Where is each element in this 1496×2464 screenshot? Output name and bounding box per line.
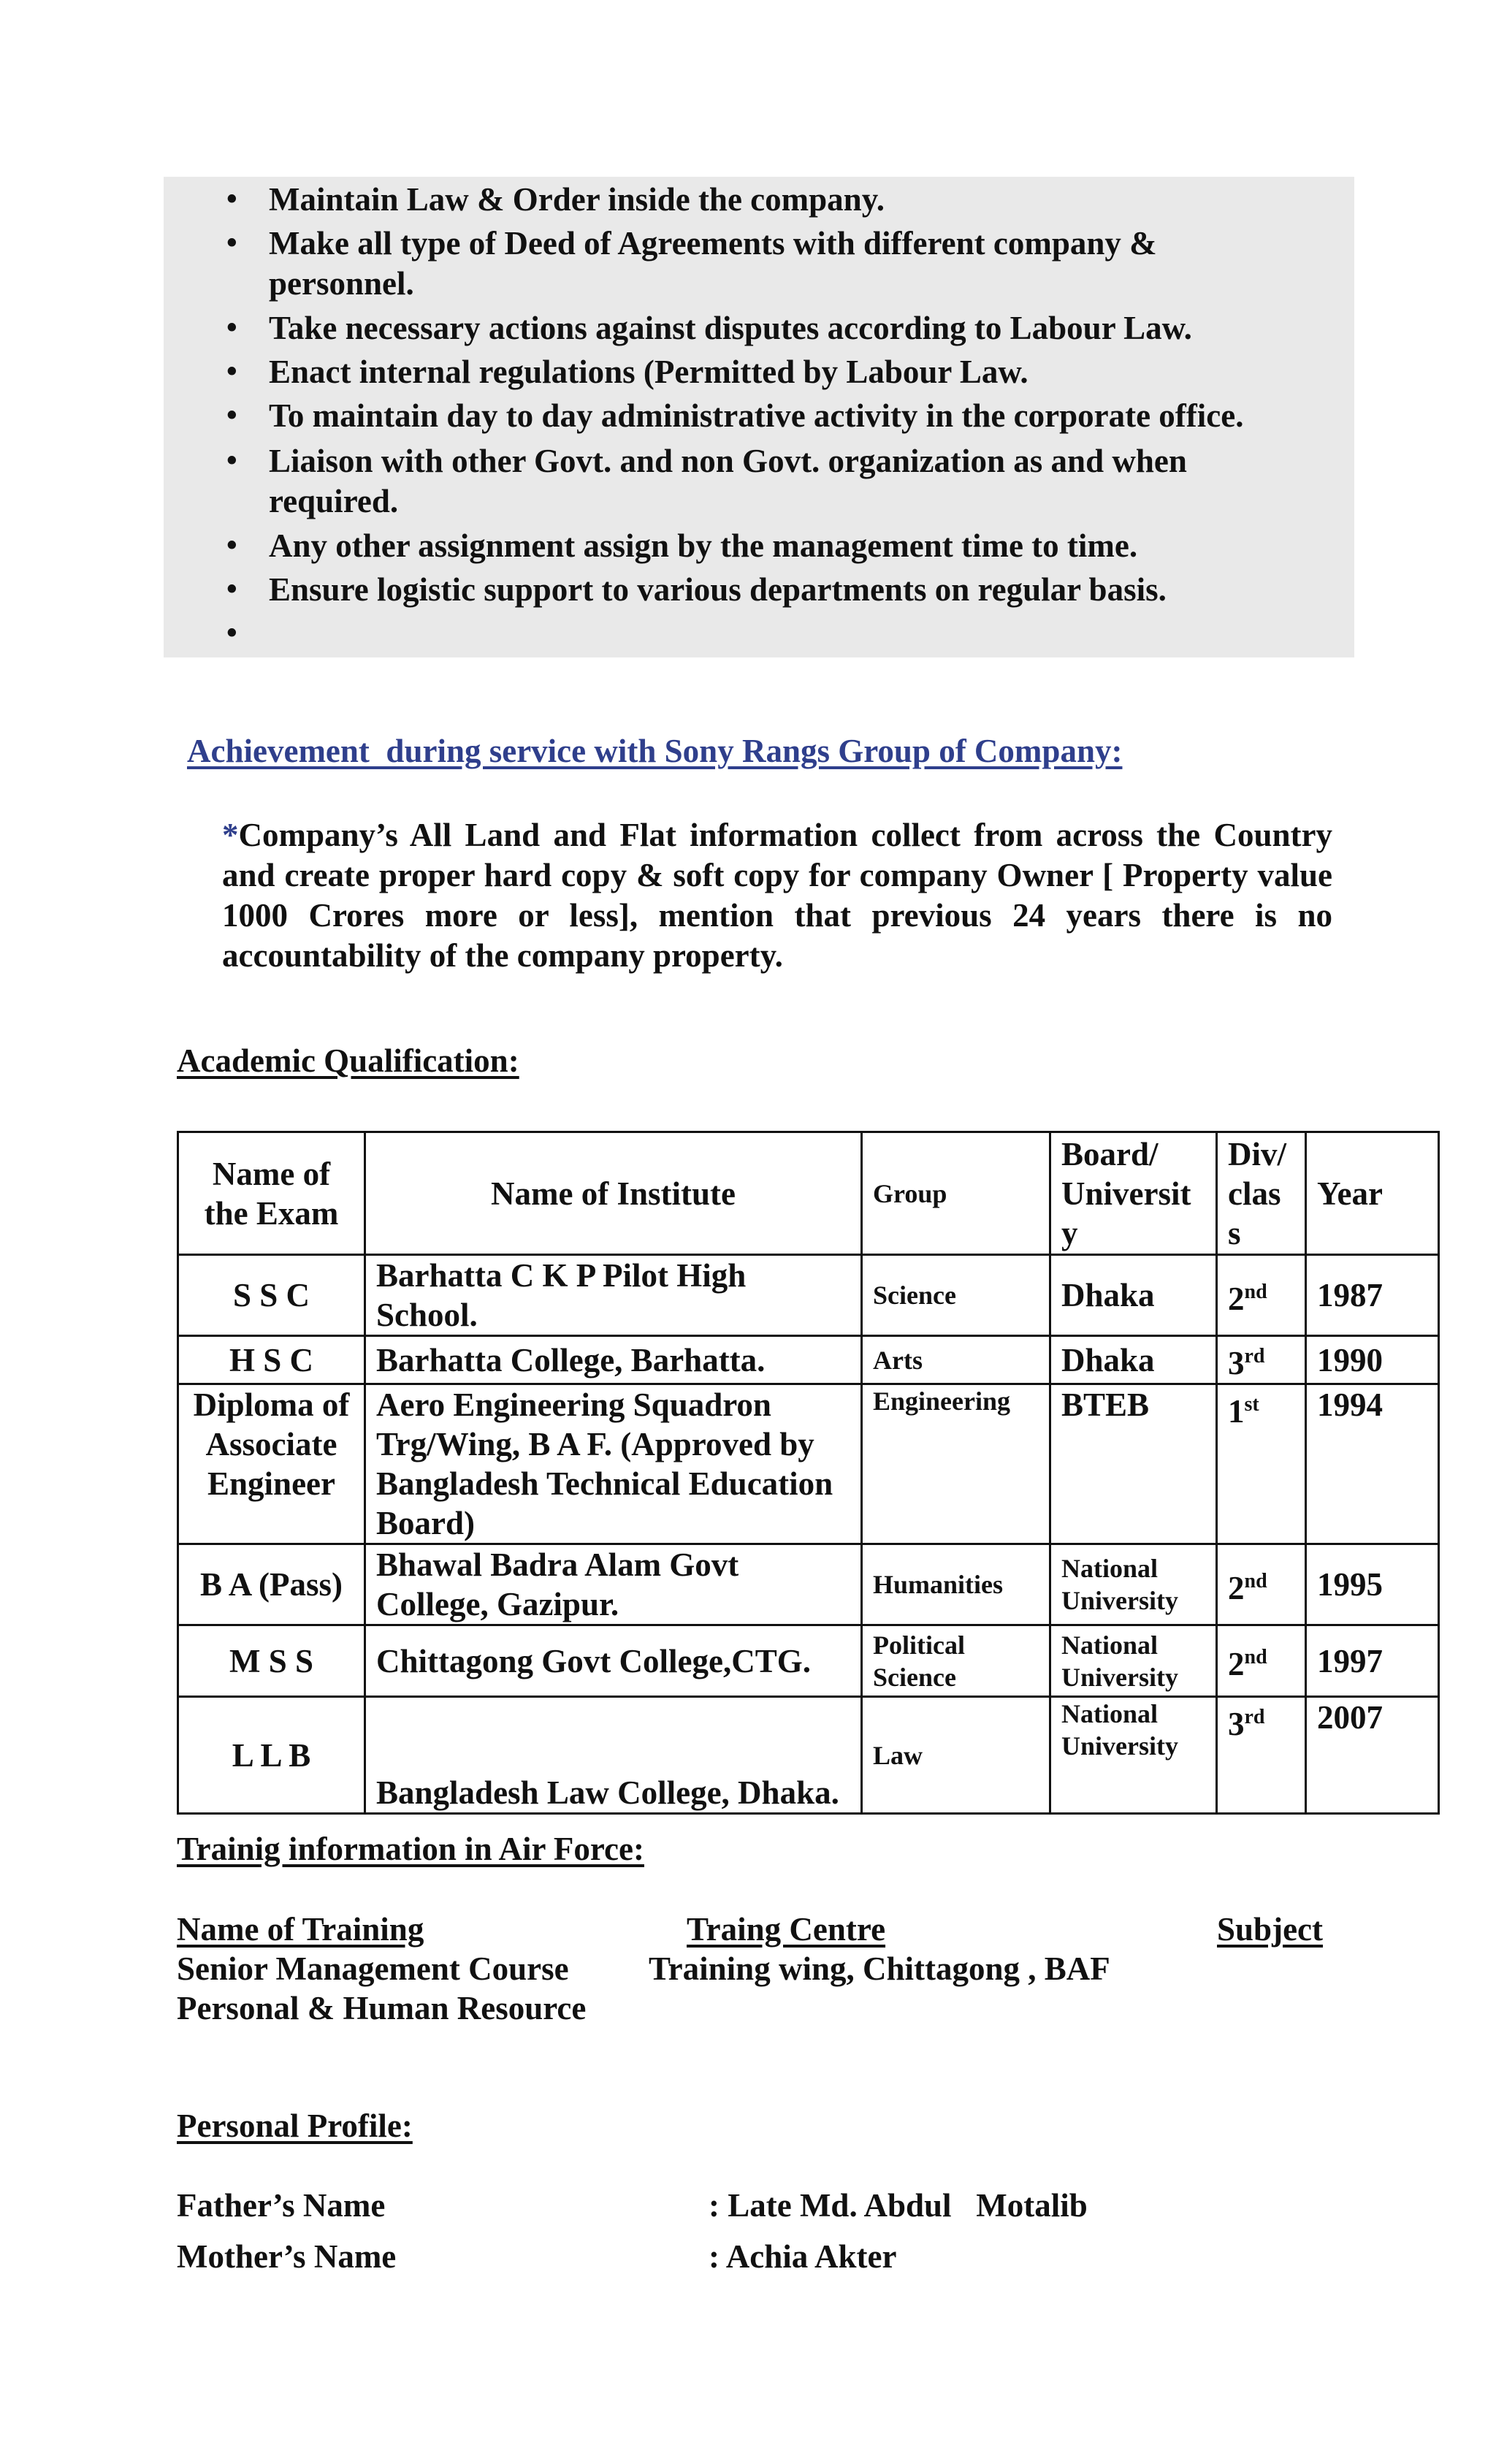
table-header-row: [178, 1132, 1439, 1255]
table-row: B A (Pass) Bhawal Badra Alam Govt College, Gazipur. Humanities National University 2nd 1995: [178, 1544, 1439, 1625]
header-group: Group: [862, 1132, 1050, 1255]
bullet-icon: •: [226, 355, 237, 389]
training-col-centre: Traing Centre: [687, 1911, 886, 1948]
mother-value: : Achia Akter: [709, 2238, 897, 2275]
star-icon: *: [222, 817, 239, 853]
bullet-icon: •: [226, 529, 237, 562]
training-col-subject: Subject: [1217, 1911, 1323, 1948]
table-row: S S C Barhatta C K P Pilot High School. Science Dhaka 2nd 1987: [178, 1255, 1439, 1336]
bullet-icon: •: [226, 617, 237, 650]
qualification-table: [177, 1131, 1440, 1815]
achievement-heading: Achievement during service with Sony Rangs Group of Company:: [187, 733, 1123, 769]
bullet-icon: •: [226, 183, 237, 216]
header-year: Year: [1306, 1132, 1439, 1255]
father-value: : Late Md. Abdul Motalib: [709, 2187, 1088, 2224]
header-institute: Name of Institute: [365, 1132, 862, 1255]
achievement-body: [222, 815, 1332, 976]
duties-section: • Maintain Law & Order inside the company. • Make all type of Deed of Agreements with different company & personnel. • Take necessary actions against disputes according to Labour Law. • Enact internal regulations (Permitted by Labour Law. • To maintain day to day administrative activity in the corporate office. • Liaison with other Govt. and non Govt. organization as and when required. • Any other assignment assign by the management time to time. • Ensure logistic support to various departments on regular basis. •: [164, 177, 1354, 657]
training-centre: Training wing, Chittagong , BAF: [649, 1950, 1110, 1987]
profile-heading: Personal Profile:: [177, 2108, 413, 2144]
bullet-icon: •: [226, 573, 237, 606]
training-col-name: Name of Training: [177, 1911, 424, 1948]
table-row: H S C Barhatta College, Barhatta. Arts Dhaka 3rd 1990: [178, 1336, 1439, 1384]
header-exam: Name of the Exam: [178, 1132, 365, 1255]
header-board: Board/ Universit y: [1050, 1132, 1217, 1255]
header-div: Div/ clas s: [1217, 1132, 1306, 1255]
bullet-icon: •: [226, 311, 237, 345]
table-row: Diploma of Associate Engineer Aero Engineering Squadron Trg/Wing, B A F. (Approved by Bangladesh Technical Education Board) Engineering BTEB 1st 1994: [178, 1384, 1439, 1544]
achievement-text: Company’s All Land and Flat information collect from across the Country and create proper hard copy & soft copy for company Owner [ Property value 1000 Crores more or less], mention that previous 24 years there is no accountability of the company property.: [222, 817, 1332, 974]
training-course: Senior Management Course: [177, 1950, 569, 1987]
bullet-icon: •: [226, 226, 237, 260]
father-label: Father’s Name: [177, 2187, 386, 2224]
academic-heading: Academic Qualification:: [177, 1042, 519, 1079]
table-row: M S S Chittagong Govt College,CTG. Political Science National University 2nd 1997: [178, 1625, 1439, 1697]
training-subject: Personal & Human Resource: [177, 1990, 587, 2026]
mother-label: Mother’s Name: [177, 2238, 397, 2275]
bullet-icon: •: [226, 399, 237, 432]
table-row: L L B Bangladesh Law College, Dhaka. Law National University 3rd 2007: [178, 1697, 1439, 1814]
training-heading: Trainig information in Air Force:: [177, 1831, 644, 1867]
bullet-icon: •: [226, 444, 237, 478]
